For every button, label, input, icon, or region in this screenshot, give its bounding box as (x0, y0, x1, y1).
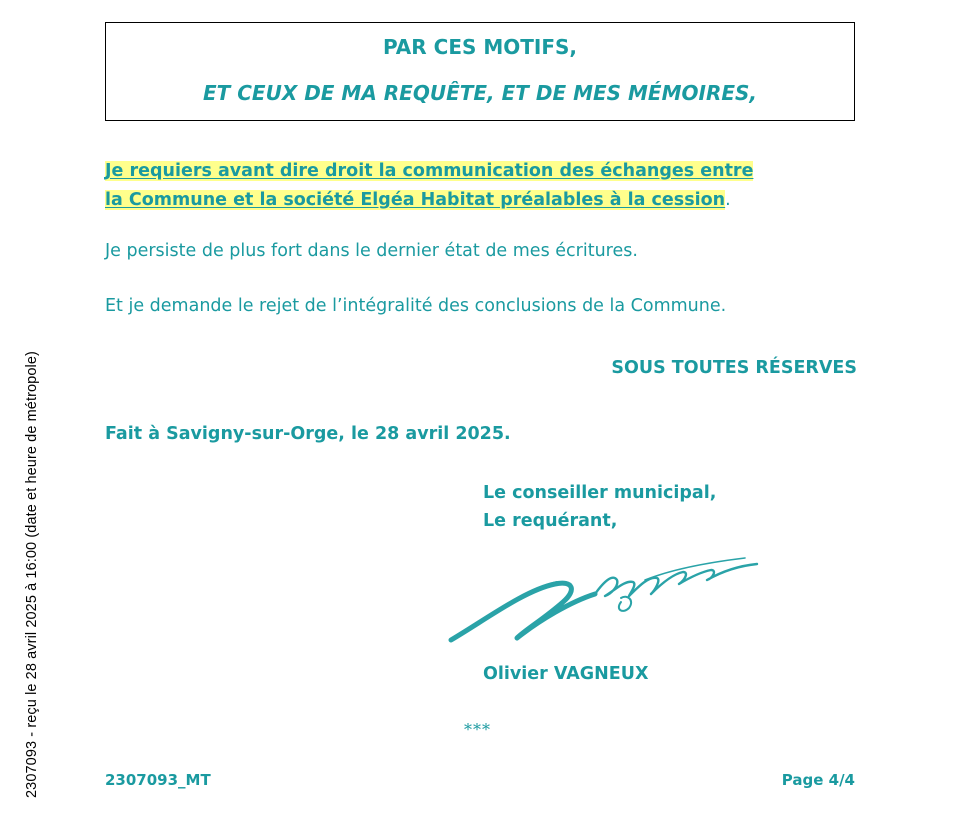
persist-paragraph: Je persiste de plus fort dans le dernier état de mes écritures. (105, 241, 638, 261)
separator-stars: *** (464, 720, 491, 739)
reserves-statement: SOUS TOUTES RÉSERVES (611, 358, 857, 378)
highlighted-text-line-1: Je requiers avant dire droit la communication des échanges entre (105, 161, 754, 181)
title-line-1: PAR CES MOTIFS, (382, 35, 578, 59)
title-box (105, 22, 855, 121)
reception-stamp: 2307093 - reçu le 28 avril 2025 à 16:00 (date et heure de métropole) (24, 351, 40, 798)
signer-name: Olivier VAGNEUX (483, 664, 649, 684)
footer-page-number: Page 4/4 (781, 771, 855, 789)
handwritten-signature (445, 550, 765, 650)
highlighted-text-line-2: la Commune et la société Elgéa Habitat préalables à la cession (105, 190, 726, 210)
footer-reference: 2307093_MT (105, 771, 211, 789)
title-line-2: ET CEUX DE MA REQUÊTE, ET DE MES MÉMOIRES, (202, 81, 758, 105)
highlighted-paragraph-end: . (725, 190, 731, 210)
rejet-paragraph: Et je demande le rejet de l’intégralité des conclusions de la Commune. (105, 296, 727, 316)
place-date: Fait à Savigny-sur-Orge, le 28 avril 2025. (105, 424, 511, 444)
signer-role-1: Le conseiller municipal, (483, 483, 717, 503)
highlighted-paragraph (105, 157, 865, 215)
signer-role-2: Le requérant, (483, 511, 618, 531)
